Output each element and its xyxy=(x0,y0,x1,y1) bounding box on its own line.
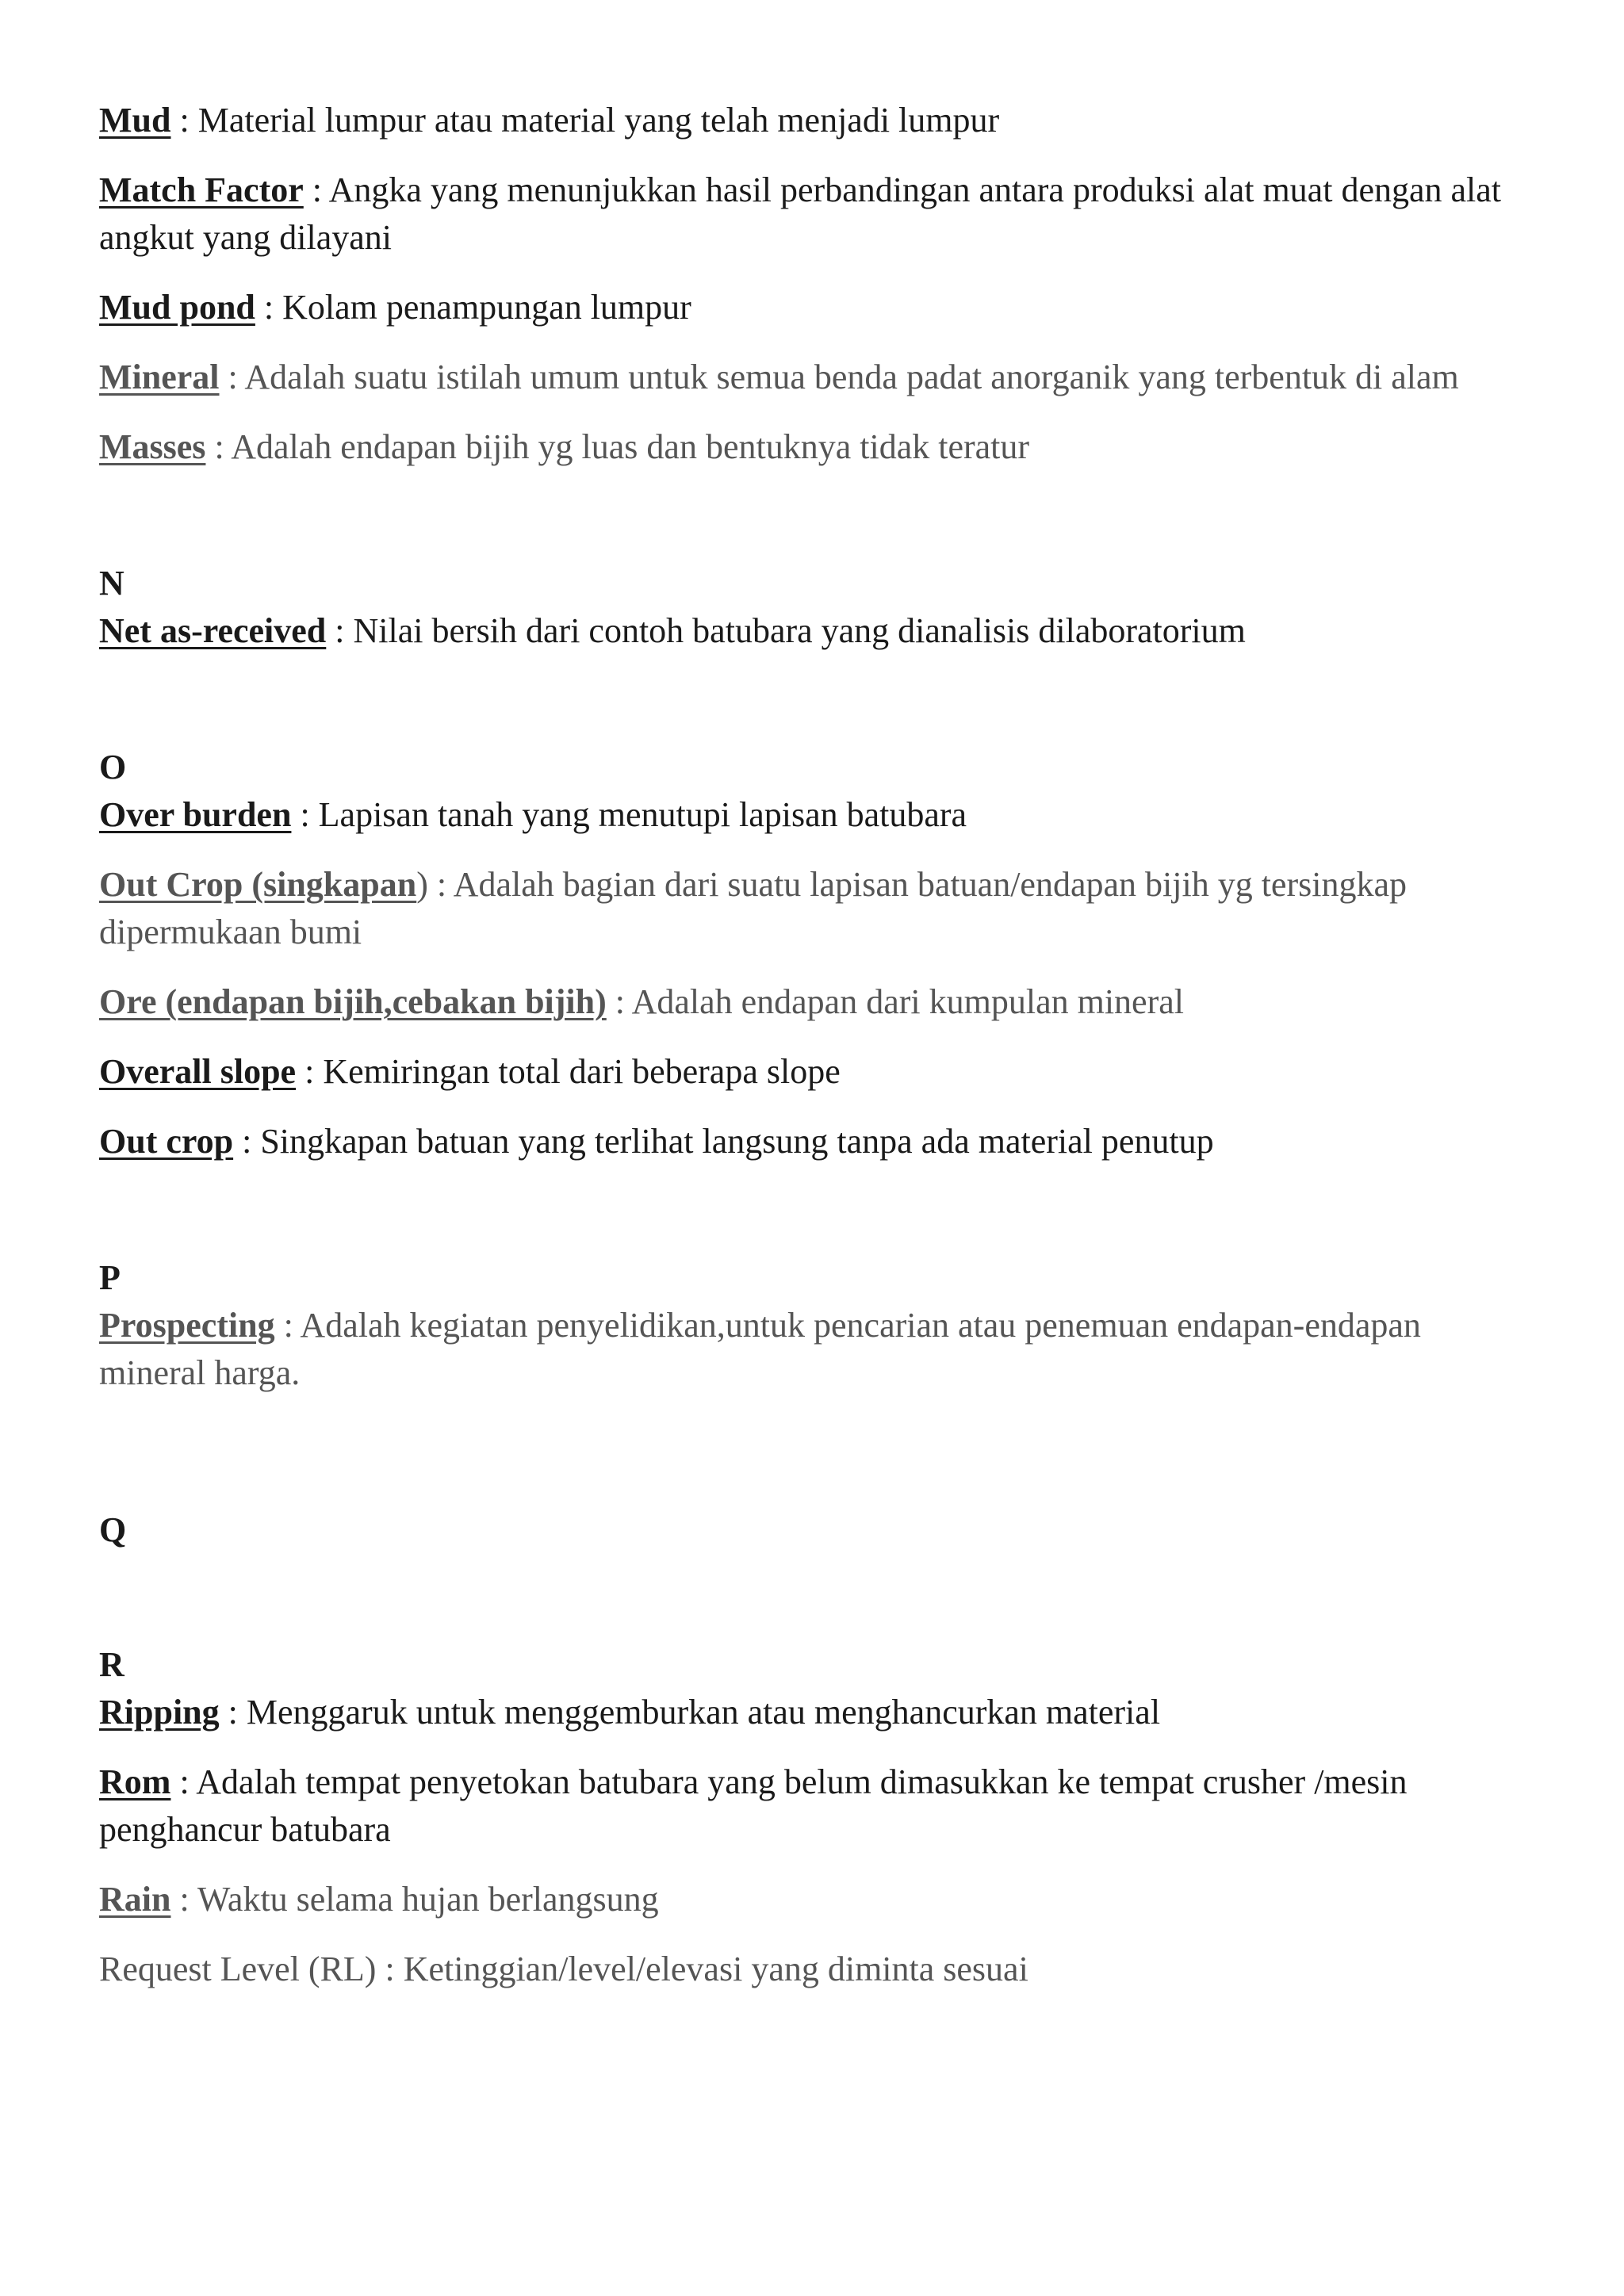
entry-separator: : xyxy=(233,1122,261,1161)
section-letter-o: O xyxy=(99,748,127,786)
entry-term: Rom xyxy=(99,1762,171,1801)
section-spacer xyxy=(99,677,1526,744)
entry-separator: ) : xyxy=(416,865,454,904)
entry-definition: Adalah bagian dari suatu lapisan batuan/endapan bijih yg tersingkap dipermukaan bumi xyxy=(99,865,1407,951)
entry-definition: Material lumpur atau material yang telah menjadi lumpur xyxy=(197,101,1000,140)
entry-term: Match Factor xyxy=(99,170,304,209)
entry-definition: Adalah endapan bijih yg luas dan bentuknya tidak teratur xyxy=(231,427,1030,466)
entry-term: Request Level (RL) xyxy=(99,1950,377,1988)
entry-term: Over burden xyxy=(99,795,292,834)
entry-definition: Adalah tempat penyetokan batubara yang belum dimasukkan ke tempat crusher /mesin penghancur batubara xyxy=(99,1762,1408,1849)
entry-term: Overall slope xyxy=(99,1052,297,1091)
glossary-entry-mineral xyxy=(99,354,1526,401)
entry-separator: : xyxy=(255,288,283,327)
entry-definition: Angka yang menunjukkan hasil perbandingan antara produksi alat muat dengan alat angkut yang dilayani xyxy=(99,170,1502,257)
section-letter-r: R xyxy=(99,1645,124,1684)
glossary-entry-ore xyxy=(99,978,1526,1026)
glossary-entry-out-crop-singkapan xyxy=(99,861,1526,956)
entry-separator: : xyxy=(170,101,198,140)
entry-separator: : xyxy=(274,1306,301,1345)
glossary-entry-net-as-received xyxy=(99,607,1526,655)
glossary-entry-overall-slope xyxy=(99,1048,1526,1096)
entry-definition: Kemiringan total dari beberapa slope xyxy=(323,1052,841,1091)
entry-separator: : xyxy=(219,358,245,396)
section-letter-p: P xyxy=(99,1258,121,1297)
entry-separator: : xyxy=(303,170,329,209)
entry-term: Mud pond xyxy=(99,288,255,327)
entry-term: Net as-received xyxy=(99,611,327,650)
entry-definition: Adalah endapan dari kumpulan mineral xyxy=(631,982,1184,1021)
glossary-entry-mud-pond xyxy=(99,284,1526,331)
glossary-entry-rom xyxy=(99,1758,1526,1854)
section-spacer xyxy=(99,1188,1526,1254)
section-letter-n: N xyxy=(99,564,124,603)
entry-term: Out crop xyxy=(99,1122,234,1161)
entry-term: Ripping xyxy=(99,1693,220,1732)
entry-definition: Singkapan batuan yang terlihat langsung tanpa ada material penutup xyxy=(260,1122,1214,1161)
entry-separator: : xyxy=(291,795,319,834)
section-spacer xyxy=(99,1419,1526,1506)
section-spacer xyxy=(99,493,1526,560)
entry-definition: Nilai bersih dari contoh batubara yang dianalisis dilaboratorium xyxy=(353,611,1246,650)
entry-definition: Kolam penampungan lumpur xyxy=(282,288,691,327)
entry-definition: Adalah suatu istilah umum untuk semua benda padat anorganik yang terbentuk di alam xyxy=(244,358,1459,396)
entry-separator: : xyxy=(296,1052,324,1091)
entry-separator: : xyxy=(376,1950,404,1988)
entry-definition: Lapisan tanah yang menutupi lapisan batubara xyxy=(318,795,967,834)
entry-separator: : xyxy=(170,1880,197,1919)
glossary-entry-over-burden xyxy=(99,791,1526,839)
glossary-entry-match-factor xyxy=(99,166,1526,262)
entry-separator: : xyxy=(219,1693,247,1732)
entry-separator: : xyxy=(170,1762,197,1801)
glossary-entry-prospecting xyxy=(99,1302,1526,1397)
glossary-entry-mud xyxy=(99,97,1526,144)
glossary-entry-out-crop xyxy=(99,1118,1526,1165)
entry-term: Ore (endapan bijih,cebakan bijih) xyxy=(99,982,607,1021)
section-letter-q: Q xyxy=(99,1510,127,1549)
entry-term: Mud xyxy=(99,101,171,140)
entry-separator: : xyxy=(326,611,354,650)
glossary-entry-request-level xyxy=(99,1946,1526,1993)
entry-term: Out Crop (singkapan xyxy=(99,865,417,904)
glossary-entry-rain xyxy=(99,1876,1526,1923)
glossary-content xyxy=(99,97,1526,2015)
entry-term: Prospecting xyxy=(99,1306,275,1345)
entry-term: Masses xyxy=(99,427,206,466)
section-spacer xyxy=(99,1554,1526,1641)
entry-term: Mineral xyxy=(99,358,220,396)
entry-definition: Waktu selama hujan berlangsung xyxy=(197,1880,659,1919)
glossary-entry-ripping xyxy=(99,1689,1526,1736)
entry-term: Rain xyxy=(99,1880,171,1919)
entry-definition: Adalah kegiatan penyelidikan,untuk pencarian atau penemuan endapan-endapan mineral harga. xyxy=(99,1306,1421,1392)
entry-definition: Ketinggian/level/elevasi yang diminta sesuai xyxy=(403,1950,1028,1988)
entry-separator: : xyxy=(606,982,632,1021)
entry-definition: Menggaruk untuk menggemburkan atau menghancurkan material xyxy=(246,1693,1161,1732)
entry-separator: : xyxy=(205,427,232,466)
glossary-entry-masses xyxy=(99,423,1526,471)
